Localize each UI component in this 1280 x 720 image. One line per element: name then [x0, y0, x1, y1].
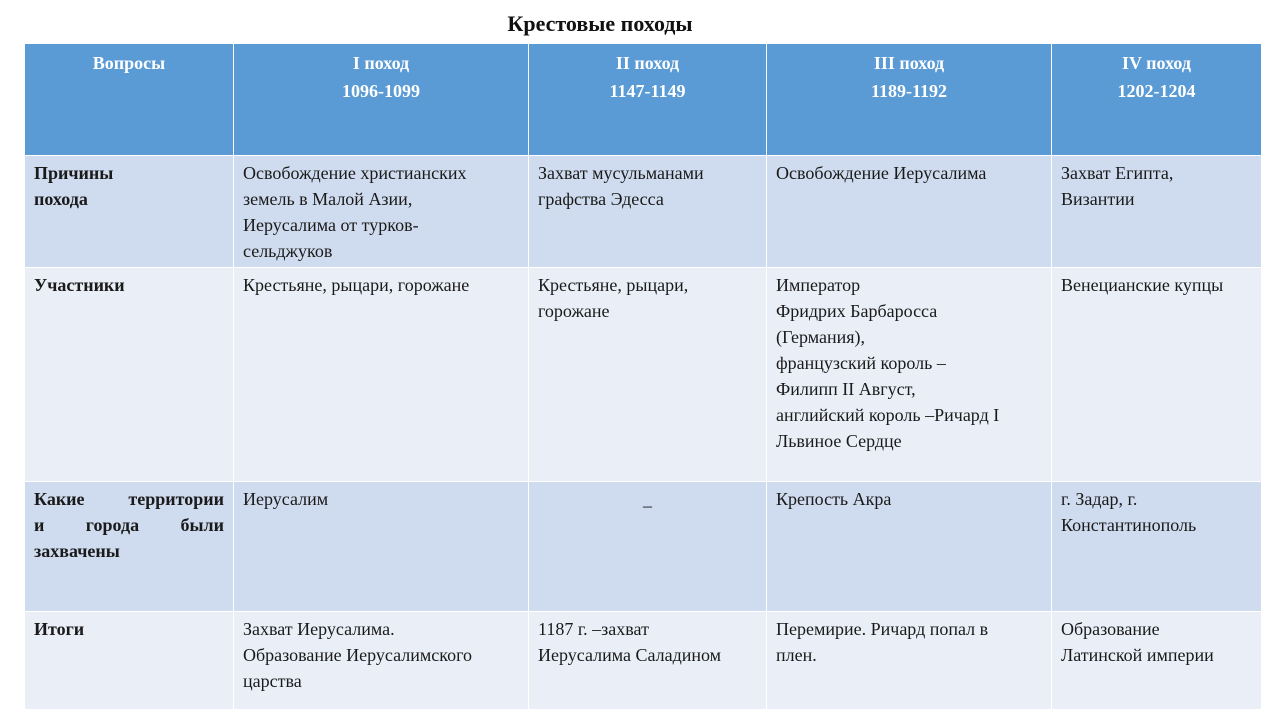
table-cell — [1052, 156, 1262, 268]
header-crusade-1 — [234, 44, 529, 156]
cell-line: Захват Египта, — [1061, 163, 1174, 183]
cell-line: сельджуков — [243, 241, 333, 261]
table-cell — [529, 268, 767, 482]
table-cell — [767, 156, 1052, 268]
row-label-line: захвачены — [34, 541, 120, 561]
table-cell — [529, 156, 767, 268]
cell-line: Захват мусульманами — [538, 163, 704, 183]
cell-line: Захват Иерусалима. — [243, 619, 395, 639]
row-label-line: Итоги — [34, 619, 85, 639]
cell-line: Константинополь — [1061, 515, 1197, 535]
cell-line: Образование Иерусалимского — [243, 645, 473, 665]
table-cell — [1052, 268, 1262, 482]
row-label-line: похода — [34, 189, 88, 209]
table-cell — [529, 482, 767, 612]
cell-line: Иерусалима от турков- — [243, 215, 419, 235]
table-cell — [767, 268, 1052, 482]
cell-line: Освобождение Иерусалима — [776, 163, 987, 183]
table-cell — [234, 268, 529, 482]
header-questions-label: Вопросы — [92, 53, 166, 73]
cell-line: Освобождение христианских — [243, 163, 467, 183]
header-crusade-name: IV поход — [1121, 53, 1191, 73]
row-label-causes — [25, 156, 234, 268]
header-crusade-years: 1189-1192 — [870, 81, 947, 101]
cell-line: графства Эдесса — [538, 189, 664, 209]
row-label-territories — [25, 482, 234, 612]
crusades-table — [24, 43, 1262, 710]
cell-line: Крепость Акра — [776, 489, 892, 509]
header-questions — [25, 44, 234, 156]
table-cell — [234, 482, 529, 612]
cell-line: Латинской империи — [1061, 645, 1214, 665]
cell-line: Император — [776, 275, 861, 295]
row-label-participants — [25, 268, 234, 482]
cell-line: плен. — [776, 645, 817, 665]
cell-line: царства — [243, 671, 302, 691]
header-crusade-years: 1147-1149 — [609, 81, 686, 101]
header-crusade-2 — [529, 44, 767, 156]
row-label-line: и города были — [34, 515, 224, 535]
cell-line: Образование — [1061, 619, 1160, 639]
table-cell — [1052, 482, 1262, 612]
cell-line: Крестьяне, рыцари, — [538, 275, 689, 295]
header-crusade-name: III поход — [873, 53, 945, 73]
header-crusade-years: 1202-1204 — [1117, 81, 1196, 101]
cell-line: Иерусалим — [243, 489, 329, 509]
cell-line: горожане — [538, 301, 610, 321]
table-row-participants — [25, 268, 1262, 482]
cell-line: г. Задар, г. — [1061, 489, 1138, 509]
header-crusade-name: II поход — [615, 53, 680, 73]
header-crusade-name: I поход — [352, 53, 410, 73]
table-cell — [529, 612, 767, 710]
page-title: Крестовые походы — [507, 11, 693, 36]
header-crusade-4 — [1052, 44, 1262, 156]
cell-line: Фридрих Барбаросса — [776, 301, 938, 321]
header-row — [25, 44, 1262, 156]
row-label-line: Участники — [34, 275, 125, 295]
table-cell — [767, 612, 1052, 710]
cell-line: английский король –Ричард I — [776, 405, 1000, 425]
table-cell — [234, 156, 529, 268]
header-crusade-3 — [767, 44, 1052, 156]
cell-line: Перемирие. Ричард попал в — [776, 619, 989, 639]
row-label-results — [25, 612, 234, 710]
cell-line: 1187 г. –захват — [538, 619, 649, 639]
table-row-causes — [25, 156, 1262, 268]
table-cell — [767, 482, 1052, 612]
cell-line: французский король – — [776, 353, 946, 373]
table-row-territories — [25, 482, 1262, 612]
table-cell — [1052, 612, 1262, 710]
table-cell — [234, 612, 529, 710]
cell-line: Иерусалима Саладином — [538, 645, 722, 665]
row-label-line: Причины — [34, 163, 114, 183]
cell-line: Филипп II Август, — [776, 379, 916, 399]
cell-line-dash: _ — [643, 489, 652, 509]
cell-line: Венецианские купцы — [1061, 275, 1224, 295]
cell-line: Крестьяне, рыцари, горожане — [243, 275, 470, 295]
row-label-line: Какие территории — [34, 489, 224, 509]
table-row-results — [25, 612, 1262, 710]
cell-line: земель в Малой Азии, — [243, 189, 413, 209]
cell-line: Львиное Сердце — [776, 431, 902, 451]
cell-line: (Германия), — [776, 327, 866, 347]
cell-line: Византии — [1061, 189, 1135, 209]
header-crusade-years: 1096-1099 — [342, 81, 420, 101]
